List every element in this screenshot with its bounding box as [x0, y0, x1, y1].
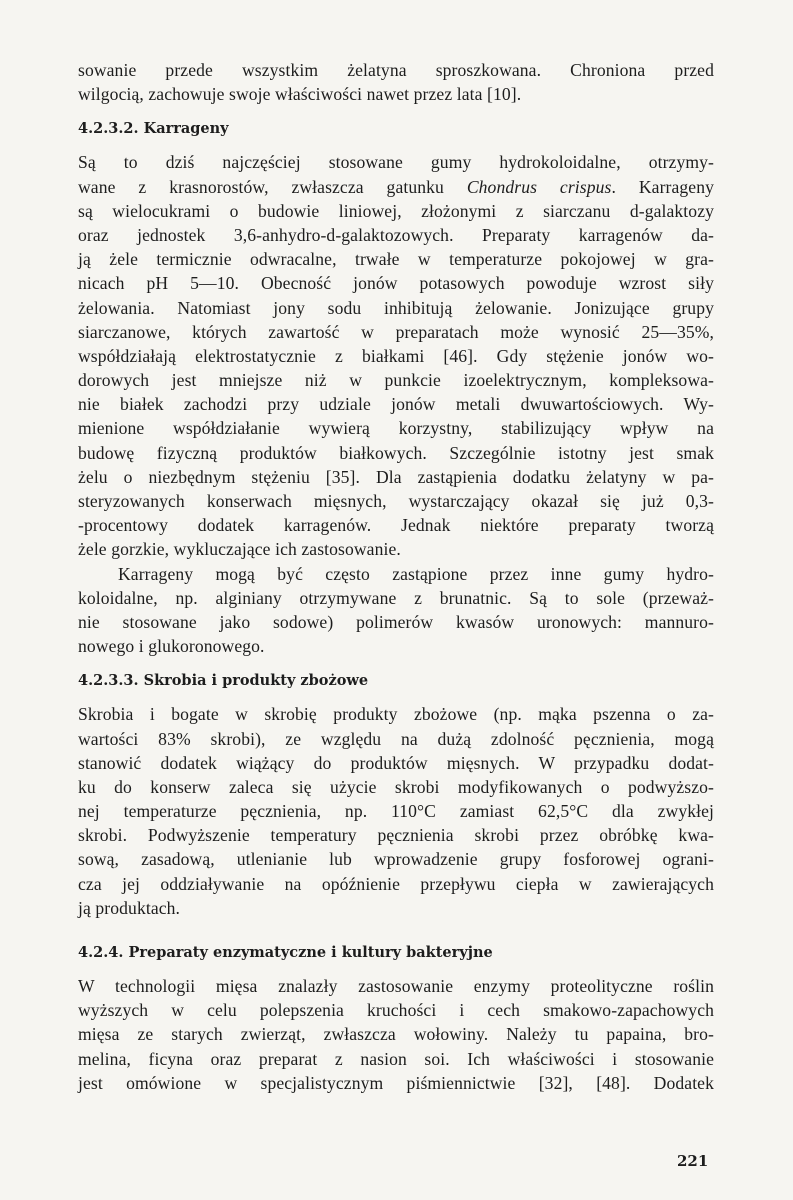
karrageny-paragraph-2: [78, 562, 714, 659]
enzymy-paragraph-1: [78, 974, 714, 1095]
karrageny-paragraph-1: [78, 150, 714, 561]
text-line: jest omówione w specjalistycznym piśmiennictwie [32], [48]. Dodatek: [78, 1072, 714, 1093]
text-line: sową, zasadową, utlenianie lub wprowadzenie grupy fosforowej ograni-: [78, 849, 714, 870]
skrobia-paragraph-1: [78, 702, 714, 920]
text-line: siarczanowe, których zawartość w preparatach może wynosić 25—35%,: [78, 321, 714, 342]
text-line: żelu o niezbędnym stężeniu [35]. Dla zastąpienia dodatku żelatyny w pa-: [78, 466, 714, 487]
text-line: oraz jednostek 3,6-anhydro-d-galaktozowych. Preparaty karragenów da-: [78, 224, 714, 245]
text-line: żelowania. Natomiast jony sodu inhibitują żelowanie. Jonizujące grupy: [78, 297, 714, 318]
text-line: nej temperaturze pęcznienia, np. 110°C zamiast 62,5°C dla zwykłej: [78, 801, 714, 822]
text-line: -procentowy dodatek karragenów. Jednak niektóre preparaty tworzą: [78, 515, 714, 536]
text-line: wyższych w celu polepszenia kruchości i cech smakowo-zapachowych: [78, 1000, 714, 1021]
text-line: cza jej oddziaływanie na opóźnienie przepływu ciepła w zawierających: [78, 873, 714, 894]
text-line: melina, ficyna oraz preparat z nasion soi. Ich właściwości i stosowanie: [78, 1048, 714, 1069]
text-line: są wielocukrami o budowie liniowej, złożonymi z siarczanu d-galaktozy: [78, 200, 714, 221]
text-line: koloidalne, np. alginiany otrzymywane z brunatnic. Są to sole (przeważ-: [78, 587, 714, 608]
text-line: Karrageny mogą być często zastąpione przez inne gumy hydro-: [118, 563, 714, 584]
species-name: Chondrus crispus: [466, 176, 612, 197]
text-line: W technologii mięsa znalazły zastosowanie enzymy proteolityczne roślin: [78, 976, 714, 996]
text-line: stanowić dodatek wiążący do produktów mięsnych. W przypadku dodat-: [78, 752, 714, 773]
text-line: steryzowanych konserwach mięsnych, wystarczający okazał się już 0,3-: [78, 491, 714, 511]
text-line: mięsa ze starych zwierząt, zwłaszcza wołowiny. Należy tu papaina, bro-: [78, 1024, 714, 1045]
text-line: dorowych jest mniejsze niż w punkcie izoelektrycznym, kompleksowa-: [78, 370, 714, 391]
text-line: nie stosowane jako sodowe) polimerów kwasów uronowych: mannuro-: [78, 611, 714, 632]
text-line: wane z krasnorostów, zwłaszcza gatunku Chondrus crispus. Karrageny: [78, 176, 714, 197]
text-line: współdziałają elektrostatycznie z białkami [46]. Gdy stężenie jonów wo-: [78, 345, 714, 366]
text-line: Skrobia i bogate w skrobię produkty zbożowe (np. mąka pszenna o za-: [78, 704, 714, 725]
section-heading-skrobia: 4.2.3.3. Skrobia i produkty zbożowe: [78, 672, 369, 690]
text-line: sowanie przede wszystkim żelatyna sproszkowana. Chroniona przed: [78, 60, 714, 80]
text-line: skrobi. Podwyższenie temperatury pęcznienia skrobi przez obróbkę kwa-: [78, 825, 714, 846]
page-number: 221: [677, 1152, 709, 1170]
section-heading-enzymy: 4.2.4. Preparaty enzymatyczne i kultury bakteryjne: [78, 944, 493, 961]
text-line: mienione współdziałanie wywierą korzystny, stabilizujący wpływ na: [78, 418, 714, 439]
text-line: Są to dziś najczęściej stosowane gumy hydrokoloidalne, otrzymy-: [78, 152, 714, 173]
text-line: ją produktach.: [78, 897, 181, 918]
text-line: budowę fizyczną produktów białkowych. Szczególnie istotny jest smak: [78, 442, 714, 463]
section-heading-karrageny: 4.2.3.2. Karrageny: [78, 120, 229, 138]
text-line: żele gorzkie, wykluczające ich zastosowanie.: [78, 539, 401, 560]
text-line: ku do konserw zaleca się użycie skrobi modyfikowanych o podwyższo-: [78, 776, 714, 797]
text-line: wartości 83% skrobi), ze względu na dużą zdolność pęcznienia, mogą: [78, 728, 714, 749]
continuation-paragraph: [78, 58, 714, 106]
text-line: nie białek zachodzi przy udziale jonów metali dwuwartościowych. Wy-: [78, 394, 714, 415]
text-line: nicach pH 5—10. Obecność jonów potasowych powoduje wzrost siły: [78, 273, 714, 294]
text-line: nowego i glukoronowego.: [78, 636, 265, 657]
text-line: wilgocią, zachowuje swoje właściwości nawet przez lata [10].: [78, 84, 522, 105]
book-page: [78, 58, 714, 1095]
text-line: ją żele termicznie odwracalne, trwałe w temperaturze pokojowej w gra-: [78, 249, 714, 270]
